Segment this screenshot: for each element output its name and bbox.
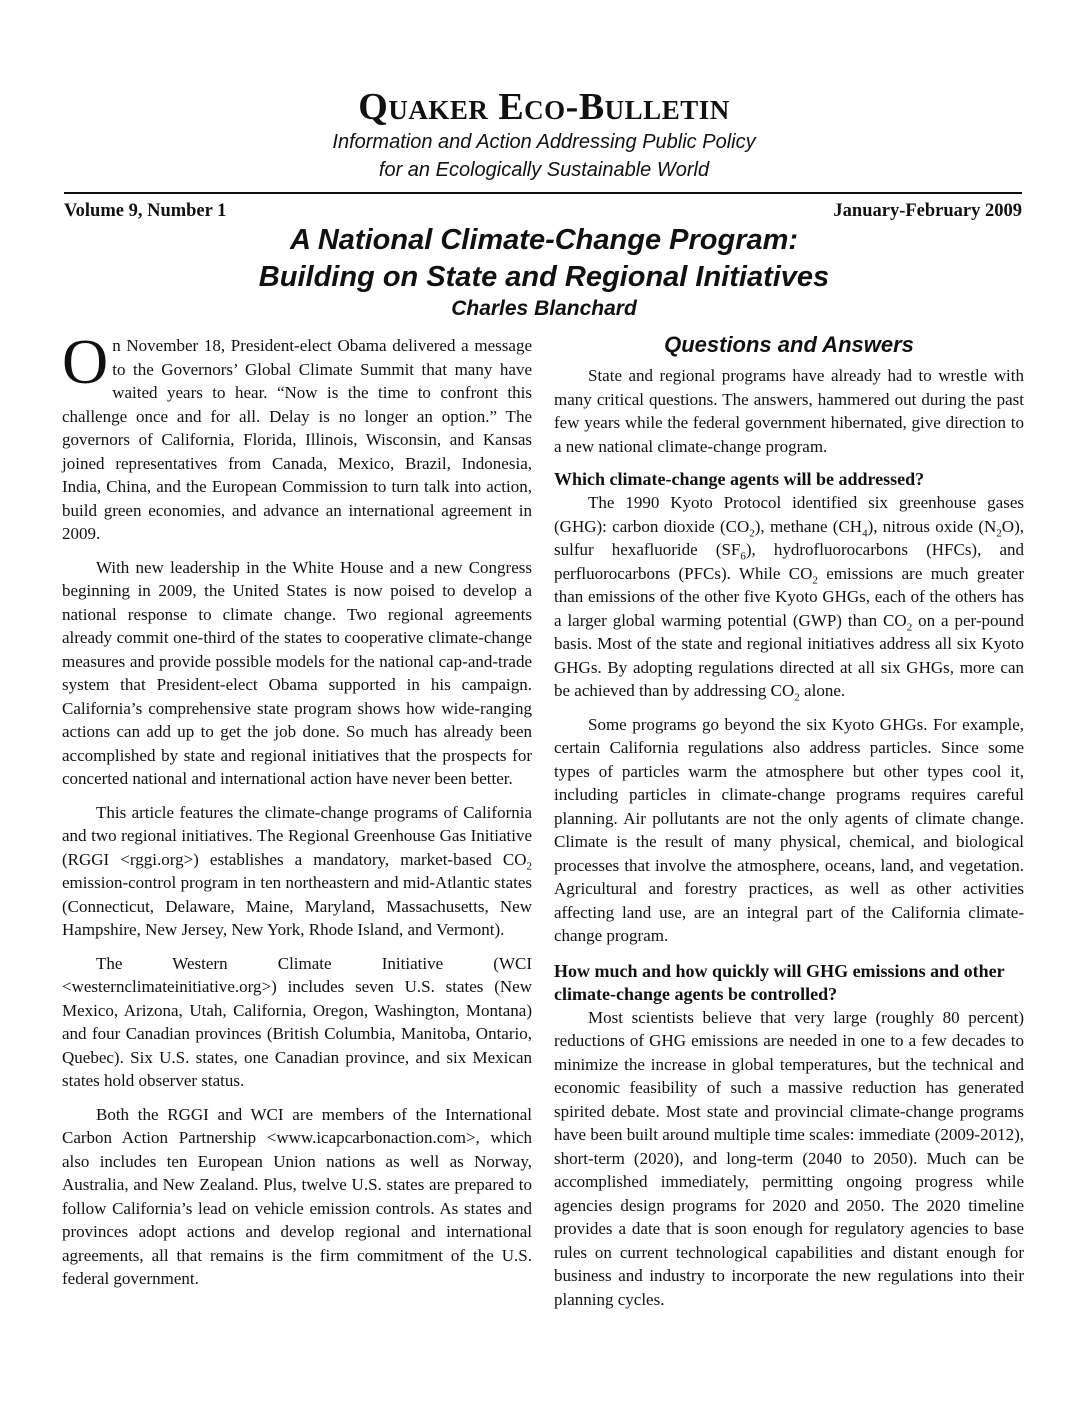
issue-info — [64, 200, 1022, 222]
question-heading: Which climate-change agents will be addressed? — [554, 469, 925, 489]
paragraph: This article features the climate-change programs of California and two regional initiatives. The Regional Greenhouse Gas Initiative (RGGI <rggi.org>) establishes a mandatory, market-based $CO_2$ emission-control program in ten northeastern and mid-Atlantic states (Connecticut, Delaware, Maine, Maryland, Massachusetts, New Hampshire, New Jersey, New York, Rhode Island, and Vermont). — [62, 802, 532, 939]
issue-date: January-February 2009 — [833, 201, 1022, 221]
newsletter-title: Quaker Eco-Bulletin — [358, 86, 730, 128]
article-headline — [0, 222, 1088, 321]
paragraph: Both the RGGI and WCI are members of the International Carbon Action Partnership <www.icapcarbonaction.com>, which also includes ten European Union nations as well as Norway, Australia, and New Zealand. Plus, twelve U.S. states are prepared to follow California’s lead on vehicle emission controls. As states and provinces adopt actions and develop regional and international agreements, all that remains is the firm commitment of the U.S. federal government. — [62, 1104, 532, 1288]
masthead-divider — [64, 192, 1022, 194]
paragraph: The 1990 Kyoto Protocol identified six greenhouse gases (GHG): carbon dioxide $(CO_2)$, methane $(CH_4)$, nitrous oxide $(N_2O)$, sulfur hexafluoride $(SF_6)$, hydrofluorocarbons (HFCs), and perfluorocarbons (PFCs). While $CO_2$ emissions are much greater than emissions of the other five Kyoto GHGs, each of the others has a larger global warming potential (GWP) than $CO_2$ on a per-pound basis. Most of the state and regional initiatives address all six Kyoto GHGs. By adopting regulations directed at all six GHGs, more can be achieved than by addressing $CO_2$ alone. — [554, 493, 1025, 704]
masthead — [0, 86, 1088, 184]
paragraph: Some programs go beyond the six Kyoto GHGs. For example, certain California regulations also address particles. Since some types of particles warm the atmosphere but other types cool it, including particles in climate-change programs requires careful planning. Air pollutants are not the only agents of climate change. Climate is the result of many physical, chemical, and biological processes that involve the atmosphere, oceans, land, and vegetation. Agricultural and forestry practices, as well as other activities affecting land use, are an integral part of the California climate-change program. — [554, 714, 1024, 945]
article-author: Charles Blanchard — [451, 297, 637, 320]
paragraph: On November 18, President-elect Obama delivered a message to the Governors’ Global Climate Summit that many have waited years to hear. “Now is the time to confront this challenge once and for all. Delay is no longer an option.” The governors of California, Florida, Illinois, Wisconsin, and Kansas joined representatives from Canada, Mexico, Brazil, Indonesia, India, China, and the European Commission to turn talk into action, build green economies, and advance an international agreement in 2009. — [62, 326, 532, 543]
paragraph: Most scientists believe that very large (roughly 80 percent) reductions of GHG emissions are needed in one to a few decades to minimize the increase in global temperatures, but the technical and economic feasibility of such a massive reduction has generated spirited debate. Most state and provincial climate-change programs have been built around multiple time scales: immediate (2009-2012), short-term (2020), and long-term (2040 to 2050). Much can be accomplished immediately, permitting ongoing progress while agencies design programs for 2020 and 2050. The 2020 timeline provides a date that is soon enough for regulatory agencies to base rules on current technological capabilities and distant enough for business and industry to incorporate the new regulations into their planning cycles. — [554, 1007, 1024, 1309]
right-column — [554, 330, 1024, 1321]
issue-volume: Volume 9, Number 1 — [64, 201, 227, 221]
section-title: Questions and Answers — [664, 332, 914, 357]
question-heading: How much and how quickly will GHG emissions and other climate-change agents be controlled? — [554, 960, 1005, 1004]
newsletter-subtitle-line2: for an Ecologically Sustainable World — [378, 159, 710, 181]
paragraph: With new leadership in the White House and a new Congress beginning in 2009, the United States is now poised to develop a national response to climate change. Two regional agreements already commit one-third of the states to cooperative climate-change measures and provide possible models for the national cap-and-trade system that President-elect Obama supported in his campaign. California’s comprehensive state program shows how wide-ranging actions can add up to get the job done. So much has already been accomplished by state and regional initiatives that the prospects for concerted national and international action have never been better. — [62, 557, 532, 788]
article-title-line2: Building on State and Regional Initiatives — [258, 261, 830, 293]
drop-cap: O — [62, 326, 109, 397]
paragraph: The Western Climate Initiative (WCI <westernclimateinitiative.org>) includes seven U.S. states (New Mexico, Arizona, Utah, California, Oregon, Washington, Montana) and four Canadian provinces (British Columbia, Manitoba, Ontario, Quebec). Six U.S. states, one Canadian province, and six Mexican states hold observer status. — [62, 953, 532, 1090]
paragraph: State and regional programs have already had to wrestle with many critical questions. The answers, hammered out during the past few years while the federal government hibernated, give direction to a new national climate-change program. — [554, 366, 1024, 456]
left-column — [62, 326, 532, 1301]
article-title-line1: A National Climate-Change Program: — [289, 224, 799, 256]
newsletter-subtitle-line1: Information and Action Addressing Public Policy — [332, 131, 756, 153]
